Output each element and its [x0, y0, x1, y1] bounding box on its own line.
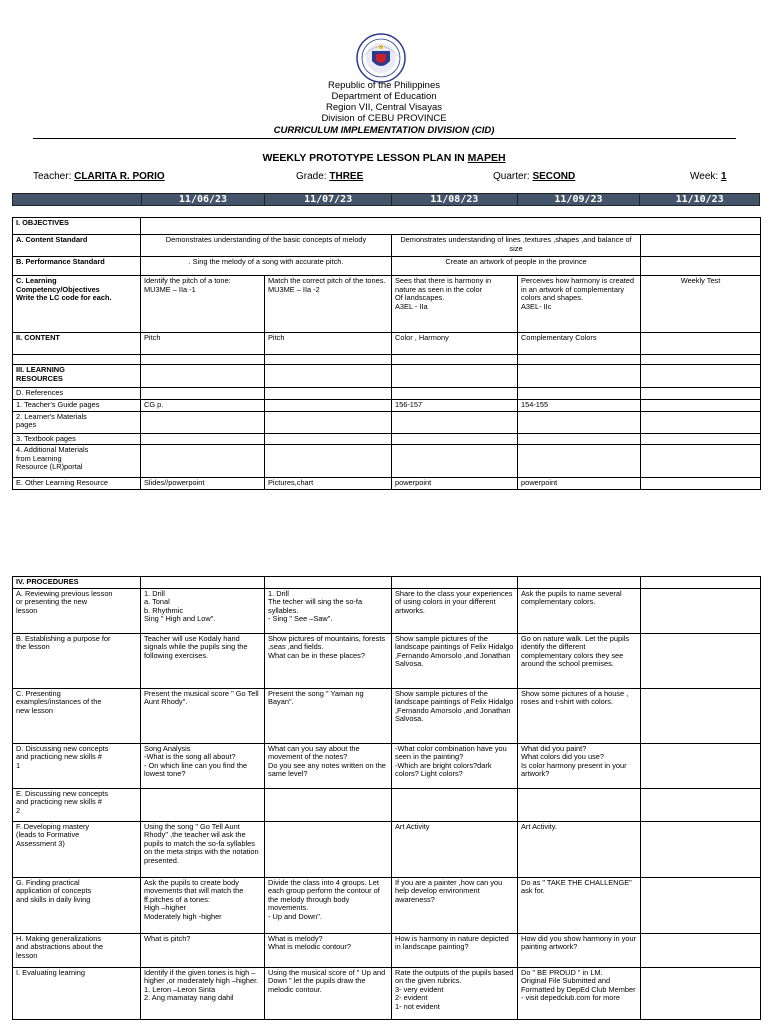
row-label: D. Discussing new concepts and practicing new skills # 1: [13, 743, 141, 788]
table-row: [13, 445, 761, 478]
table-cell: Go on nature walk. Let the pupils identify the different complementary colors they see around the school premises.: [518, 633, 641, 688]
table-cell: Do as " TAKE THE CHALLENGE" ask for.: [518, 877, 641, 933]
table-cell: [265, 821, 392, 877]
teacher-label: Teacher:: [33, 171, 75, 182]
table-row: [13, 588, 761, 633]
table-cell: Ask the pupils to name several complementary colors.: [518, 588, 641, 633]
table-cell: [641, 633, 761, 688]
table-row: [13, 235, 761, 257]
teacher-field: [33, 171, 165, 182]
header-cid: CURRICULUM IMPLEMENTATION DIVISION (CID): [273, 125, 495, 136]
table-cell: Complementary Colors: [518, 333, 641, 355]
table-cell: What can you say about the movement of the notes? Do you see any notes written on the same level?: [265, 743, 392, 788]
table-cell: Present the song " Yaman ng Bayan".: [265, 688, 392, 743]
table-cell: How is harmony in nature depicted in landscape painting?: [392, 933, 518, 967]
table-row: [13, 877, 761, 933]
table-cell: 1. Drill a. Tonal b. Rhythmic Sing " High and Low".: [141, 588, 265, 633]
table-cell: Show sample pictures of the landscape paintings of Felix Hidalgo ,Fernando Amorsolo ,and Jonathan Salvosa.: [392, 633, 518, 688]
table-cell: [641, 235, 761, 257]
table-cell: Identify if the given tones is high –higher ,or moderately high –higher. 1. Leron –Leron Sinta 2. Ang mamatay nang dahil: [141, 967, 265, 1019]
row-label: III. LEARNING RESOURCES: [13, 365, 141, 388]
row-label: H. Making generalizations and abstractions about the lesson: [13, 933, 141, 967]
objectives-heading: I. OBJECTIVES: [13, 218, 141, 235]
table-row: [13, 388, 761, 400]
table-cell: 154-155: [518, 399, 641, 411]
table-cell: Present the musical score " Go Tell Aunt Rhody".: [141, 688, 265, 743]
table-cell: Using the song " Go Tell Aunt Rhody" ,the teacher wil ask the pupils to match the so-fa syllables on the meta strips with the notation presented.: [141, 821, 265, 877]
table-cell: Rate the outputs of the pupils based on the given rubrics. 3- very evident 2- evident 1- not evident: [392, 967, 518, 1019]
table-cell: [641, 877, 761, 933]
table-row: [13, 365, 761, 388]
date-cell: 11/09/23: [517, 194, 640, 205]
week-label: Week:: [690, 171, 721, 182]
table-cell: Art Activity: [392, 821, 518, 877]
table-cell: [141, 218, 761, 235]
procedures-heading: IV. PROCEDURES: [13, 577, 141, 589]
header-republic: Republic of the Philippines: [328, 80, 440, 91]
table-cell: [641, 688, 761, 743]
table-cell: [641, 257, 761, 276]
table-cell: Do " BE PROUD " in LM. Original File Submitted and Formatted by DepEd Club Member - visit depedclub.com for more: [518, 967, 641, 1019]
table-cell: . Sing the melody of a song with accurate pitch.: [141, 257, 392, 276]
grade-label: Grade:: [296, 171, 330, 182]
table-row: [13, 218, 761, 235]
lesson-plan-table-2: [12, 576, 761, 1020]
row-label: C. Presenting examples/instances of the new lesson: [13, 688, 141, 743]
table-cell: [392, 788, 518, 821]
table-cell: Color , Harmony: [392, 333, 518, 355]
table-cell: Divide the class into 4 groups. Let each group perform the contour of the melody through body movements. - Up and Down".: [265, 877, 392, 933]
lesson-plan-table-1: [12, 217, 761, 490]
quarter-label: Quarter:: [493, 171, 533, 182]
table-cell: [641, 967, 761, 1019]
table-cell: Teacher will use Kodaly hand signals while the pupils sing the following exercises.: [141, 633, 265, 688]
row-label: I. Evaluating learning: [13, 967, 141, 1019]
table-cell: [141, 788, 265, 821]
table-cell: Share to the class your experiences of using colors in your different artworks.: [392, 588, 518, 633]
row-label: 1. Teacher's Guide pages: [13, 399, 141, 411]
table-cell: Using the musical score of " Up and Down " let the pupils draw the melodic contour.: [265, 967, 392, 1019]
table-cell: [641, 333, 761, 355]
header-rule: [33, 138, 736, 139]
table-cell: -What color combination have you seen in the painting? -Which are bright colors?dark colors? Light colors?: [392, 743, 518, 788]
table-row: [13, 821, 761, 877]
date-header-blank: [13, 194, 141, 205]
grade-field: [296, 171, 363, 182]
row-label: G. Finding practical application of concepts and skills in daily living: [13, 877, 141, 933]
table-row: [13, 743, 761, 788]
table-row: [13, 333, 761, 355]
row-label: 4. Additional Materials from Learning Resource (LR)portal: [13, 445, 141, 478]
date-cell: 11/06/23: [141, 194, 265, 205]
table-cell: Demonstrates understanding of the basic concepts of melody: [141, 235, 392, 257]
table-cell: Song Analysis -What is the song all about? - On which line can you find the lowest tone?: [141, 743, 265, 788]
table-row: [13, 276, 761, 333]
table-cell: [518, 788, 641, 821]
table-cell: Identify the pitch of a tone: MU3ME – IIa -1: [141, 276, 265, 333]
date-header-bar: [12, 193, 760, 206]
row-label: 3. Textbook pages: [13, 433, 141, 445]
table-row: [13, 577, 761, 589]
header-region: Region VII, Central Visayas: [326, 102, 442, 113]
row-label: II. CONTENT: [13, 333, 141, 355]
table-cell: Pitch: [265, 333, 392, 355]
page-title: [0, 152, 768, 164]
table-row: [13, 967, 761, 1019]
table-cell: What is melody? What is melodic contour?: [265, 933, 392, 967]
table-cell: How did you show harmony in your painting artwork?: [518, 933, 641, 967]
table-cell: Show some pictures of a house , roses and t-shirt with colors.: [518, 688, 641, 743]
table-cell: [641, 933, 761, 967]
title-prefix: WEEKLY PROTOTYPE LESSON PLAN IN: [262, 152, 468, 164]
table-cell: Demonstrates understanding of lines ,textures ,shapes ,and balance of size: [392, 235, 641, 257]
teacher-value: CLARITA R. PORIO: [74, 171, 165, 182]
title-subject: MAPEH: [467, 152, 506, 164]
week-value: 1: [720, 171, 727, 182]
table-cell: Show sample pictures of the landscape paintings of Felix Hidalgo ,Fernando Amorsolo ,and Jonathan Salvosa.: [392, 688, 518, 743]
table-cell: powerpoint: [392, 478, 518, 490]
table-row: [13, 411, 761, 433]
date-cell: 11/10/23: [639, 194, 759, 205]
table-cell: Create an artwork of people in the province: [392, 257, 641, 276]
table-cell: [265, 788, 392, 821]
table-cell: CG p.: [141, 399, 265, 411]
table-cell: What is pitch?: [141, 933, 265, 967]
row-label: C. Learning Competency/Objectives Write the LC code for each.: [13, 276, 141, 333]
table-cell: Pitch: [141, 333, 265, 355]
table-cell: Ask the pupils to create body movements that will match the ff.pitches of a tones: High –higher Moderately high -higher: [141, 877, 265, 933]
table-cell: [641, 788, 761, 821]
table-cell: 156-157: [392, 399, 518, 411]
table-row: [13, 478, 761, 490]
date-cell: 11/07/23: [264, 194, 391, 205]
quarter-field: [493, 171, 575, 182]
table-row: [13, 933, 761, 967]
table-cell: Art Activity.: [518, 821, 641, 877]
row-label: F. Developing mastery (leads to Formative Assessment 3): [13, 821, 141, 877]
row-label: 2. Learner's Materials pages: [13, 411, 141, 433]
table-cell: Perceives how harmony is created in an artwork of complementary colors and shapes. A3EL- IIc: [518, 276, 641, 333]
quarter-value: SECOND: [532, 171, 576, 182]
table-cell: What did you paint? What colors did you use? Is color harmony present in your artwork?: [518, 743, 641, 788]
week-field: [690, 171, 727, 182]
table-row: [13, 633, 761, 688]
table-cell: 1. Drill The techer will sing the so-fa syllables. - Sing " See –Saw".: [265, 588, 392, 633]
header-department: Department of Education: [331, 91, 437, 102]
table-cell: Show pictures of mountains, forests ,seas ,and fields. What can be in these places?: [265, 633, 392, 688]
table-cell: [641, 821, 761, 877]
table-cell: Slides//powerpoint: [141, 478, 265, 490]
table-row: [13, 355, 761, 365]
row-label: A. Content Standard: [13, 235, 141, 257]
table-row: [13, 688, 761, 743]
table-cell: Pictures,chart: [265, 478, 392, 490]
date-cell: 11/08/23: [391, 194, 517, 205]
table-cell: [641, 743, 761, 788]
table-cell: Weekly Test: [641, 276, 761, 333]
grade-value: THREE: [329, 171, 364, 182]
row-label: B. Establishing a purpose for the lesson: [13, 633, 141, 688]
table-cell: powerpoint: [518, 478, 641, 490]
table-row: [13, 399, 761, 411]
row-label: E. Discussing new concepts and practicing new skills # 2: [13, 788, 141, 821]
table-cell: Sees that there is harmony in nature as seen in the color Of landscapes. A3EL - IIa: [392, 276, 518, 333]
row-label: B. Performance Standard: [13, 257, 141, 276]
table-row: [13, 433, 761, 445]
deped-seal-logo: [356, 33, 406, 83]
row-label: D. References: [13, 388, 141, 400]
row-label: A. Reviewing previous lesson or presenting the new lesson: [13, 588, 141, 633]
row-label: E. Other Learning Resource: [13, 478, 141, 490]
table-cell: [641, 588, 761, 633]
table-row: [13, 788, 761, 821]
table-row: [13, 257, 761, 276]
table-cell: Match the correct pitch of the tones. MU3ME – IIa -2: [265, 276, 392, 333]
table-cell: If you are a painter ,how can you help develop environment awareness?: [392, 877, 518, 933]
header-division: Division of CEBU PROVINCE: [321, 113, 447, 124]
